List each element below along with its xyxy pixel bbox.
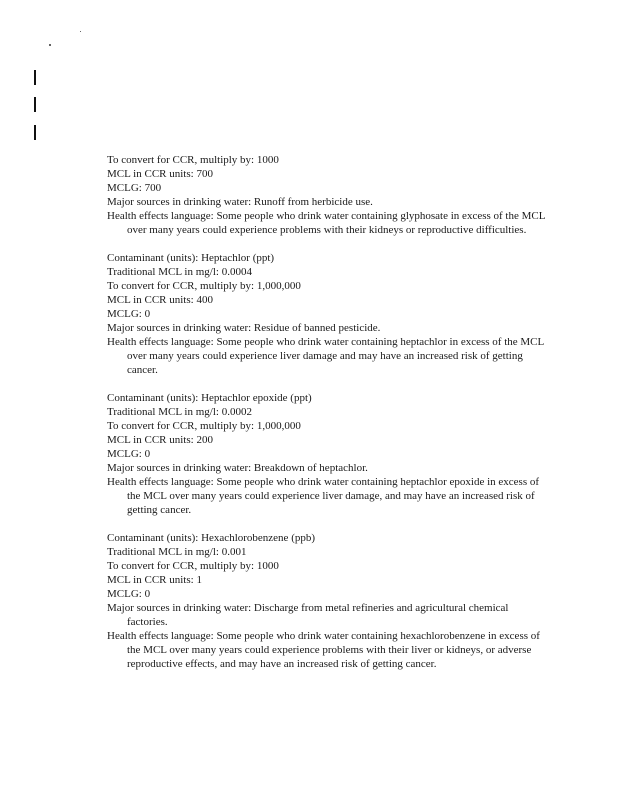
margin-mark — [34, 97, 36, 112]
major-sources: Major sources in drinking water: Runoff from herbicide use. — [107, 196, 373, 208]
mcl-ccr-units: MCL in CCR units: 700 — [107, 168, 213, 180]
major-sources: Major sources in drinking water: Residue of banned pesticide. — [107, 322, 381, 334]
document-body — [107, 153, 547, 685]
traditional-mcl: Traditional MCL in mg/l: 0.0004 — [107, 266, 252, 278]
contaminant-units: Contaminant (units): Heptachlor (ppt) — [107, 252, 275, 264]
mcl-ccr-units: MCL in CCR units: 1 — [107, 574, 202, 586]
conversion-factor: To convert for CCR, multiply by: 1000 — [107, 154, 279, 166]
mclg: MCLG: 700 — [107, 182, 162, 194]
hexachlorobenzene-section — [107, 531, 547, 671]
scan-speck — [80, 31, 81, 32]
conversion-factor: To convert for CCR, multiply by: 1000 — [107, 560, 279, 572]
heptachlor-section — [107, 251, 547, 377]
mclg: MCLG: 0 — [107, 308, 151, 320]
traditional-mcl: Traditional MCL in mg/l: 0.0002 — [107, 406, 252, 418]
health-effects: Health effects language: Some people who drink water containing heptachlor in excess of the MCL over many years could experience liver damage and may have an increased risk of getting cancer. — [107, 336, 544, 376]
mclg: MCLG: 0 — [107, 588, 151, 600]
scan-speck — [49, 44, 51, 46]
mclg: MCLG: 0 — [107, 448, 151, 460]
major-sources: Major sources in drinking water: Discharge from metal refineries and agricultural chemical factories. — [107, 602, 509, 628]
contaminant-units: Contaminant (units): Hexachlorobenzene (ppb) — [107, 532, 316, 544]
conversion-factor: To convert for CCR, multiply by: 1,000,000 — [107, 280, 301, 292]
glyphosate-section — [107, 153, 547, 237]
major-sources: Major sources in drinking water: Breakdown of heptachlor. — [107, 462, 368, 474]
contaminant-units: Contaminant (units): Heptachlor epoxide (ppt) — [107, 392, 312, 404]
health-effects: Health effects language: Some people who drink water containing heptachlor epoxide in excess of the MCL over many years could experience liver damage, and may have an increased risk of getting cancer. — [107, 476, 540, 516]
conversion-factor: To convert for CCR, multiply by: 1,000,000 — [107, 420, 301, 432]
margin-mark — [34, 125, 36, 140]
margin-mark — [34, 70, 36, 85]
health-effects: Health effects language: Some people who drink water containing hexachlorobenzene in excess of the MCL over many years could experience problems with their liver or kidneys, or adverse reproductive effects, and may have an increased risk of getting cancer. — [107, 630, 540, 670]
health-effects: Health effects language: Some people who drink water containing glyphosate in excess of the MCL over many years could experience problems with their kidneys or reproductive difficulties. — [107, 210, 546, 236]
mcl-ccr-units: MCL in CCR units: 400 — [107, 294, 213, 306]
heptachlor-epoxide-section — [107, 391, 547, 517]
mcl-ccr-units: MCL in CCR units: 200 — [107, 434, 213, 446]
traditional-mcl: Traditional MCL in mg/l: 0.001 — [107, 546, 247, 558]
